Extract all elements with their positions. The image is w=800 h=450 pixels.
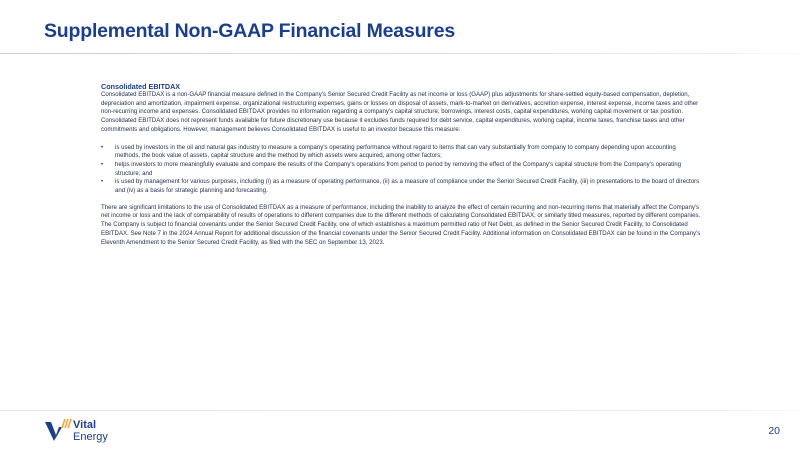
- bullet-list: [101, 144, 701, 196]
- logo-word-energy: Energy: [73, 430, 108, 443]
- intro-paragraph: Consolidated EBITDAX is a non-GAAP financial measure defined in the Company's Senior Secured Credit Facility as net income or loss (GAAP) plus adjustments for share-settled equity-based compensation, depletion, depreciation and amortization, impairment expense, organizational restructuring expenses, gains or losses on disposal of assets, mark-to-market on derivatives, accretion expense, interest expense, income taxes and other non-recurring income and expenses. Consolidated EBITDAX provides no information regarding a company's capital structure, borrowings, interest costs, capital expenditures, working capital movement or tax position. Consolidated EBITDAX does not represent funds available for future discretionary use because it excludes funds required for debt service, capital expenditures, working capital, income taxes, franchise taxes and other commitments and obligations. However, management believes Consolidated EBITDAX is useful to an investor because this measure:: [101, 91, 699, 133]
- bullet-dot: •: [101, 178, 104, 186]
- title-divider: [0, 53, 800, 54]
- footer-divider: [0, 410, 800, 411]
- bullet-dot: •: [101, 143, 104, 151]
- section-heading: Consolidated EBITDAX: [101, 82, 181, 91]
- logo-wordmark: [73, 420, 108, 443]
- bullet-dot: •: [101, 160, 104, 168]
- company-logo: [45, 418, 135, 446]
- page-title: Supplemental Non-GAAP Financial Measures: [44, 20, 455, 42]
- page-number: 20: [768, 425, 780, 437]
- bullet-text: is used by management for various purposes, including (i) as a measure of operating performance, (ii) as a measure of compliance under the Senior Secured Credit Facility, (iii) in presentations to the board of directors and (iv) as a basis for strategic planning and forecasting.: [115, 178, 700, 195]
- bullet-item: [101, 178, 701, 195]
- vital-energy-logo-mark-icon: [45, 418, 73, 444]
- content-block: [101, 82, 701, 247]
- bullet-item: [101, 144, 701, 161]
- closing-paragraph: There are significant limitations to the use of Consolidated EBITDAX as a measure of performance, including the inability to analyze the effect of certain recurring and non-recurring items that materially affect the Company's net income or loss and the lack of comparability of results of operations to different companies due to the different methods of calculating Consolidated EBITDAX, or similarly titled measures, reported by different companies. The Company is subject to financial covenants under the Senior Secured Credit Facility, one of which establishes a maximum permitted ratio of Net Debt, as defined in the Senior Secured Credit Facility, to Consolidated EBITDAX. See Note 7 in the 2024 Annual Report for additional discussion of the financial covenants under the Senior Secured Credit Facility. Additional information on Consolidated EBITDAX can be found in the Company's Eleventh Amendment to the Senior Secured Credit Facility, as filed with the SEC on September 13, 2023.: [101, 203, 701, 246]
- logo-word-vital: Vital: [73, 419, 97, 431]
- bullet-item: [101, 161, 701, 178]
- bullet-text: is used by investors in the oil and natural gas industry to measure a company's operating performance without regard to items that can vary substantially from company to company depending upon accounting methods, the book value of assets, capital structure and the method by which assets were acquired, among other factors;: [115, 143, 676, 160]
- bullet-text: helps investors to more meaningfully evaluate and compare the results of the Company's operations from period to period by removing the effect of the Company's capital structure from the Company's operating structure; and: [115, 160, 681, 177]
